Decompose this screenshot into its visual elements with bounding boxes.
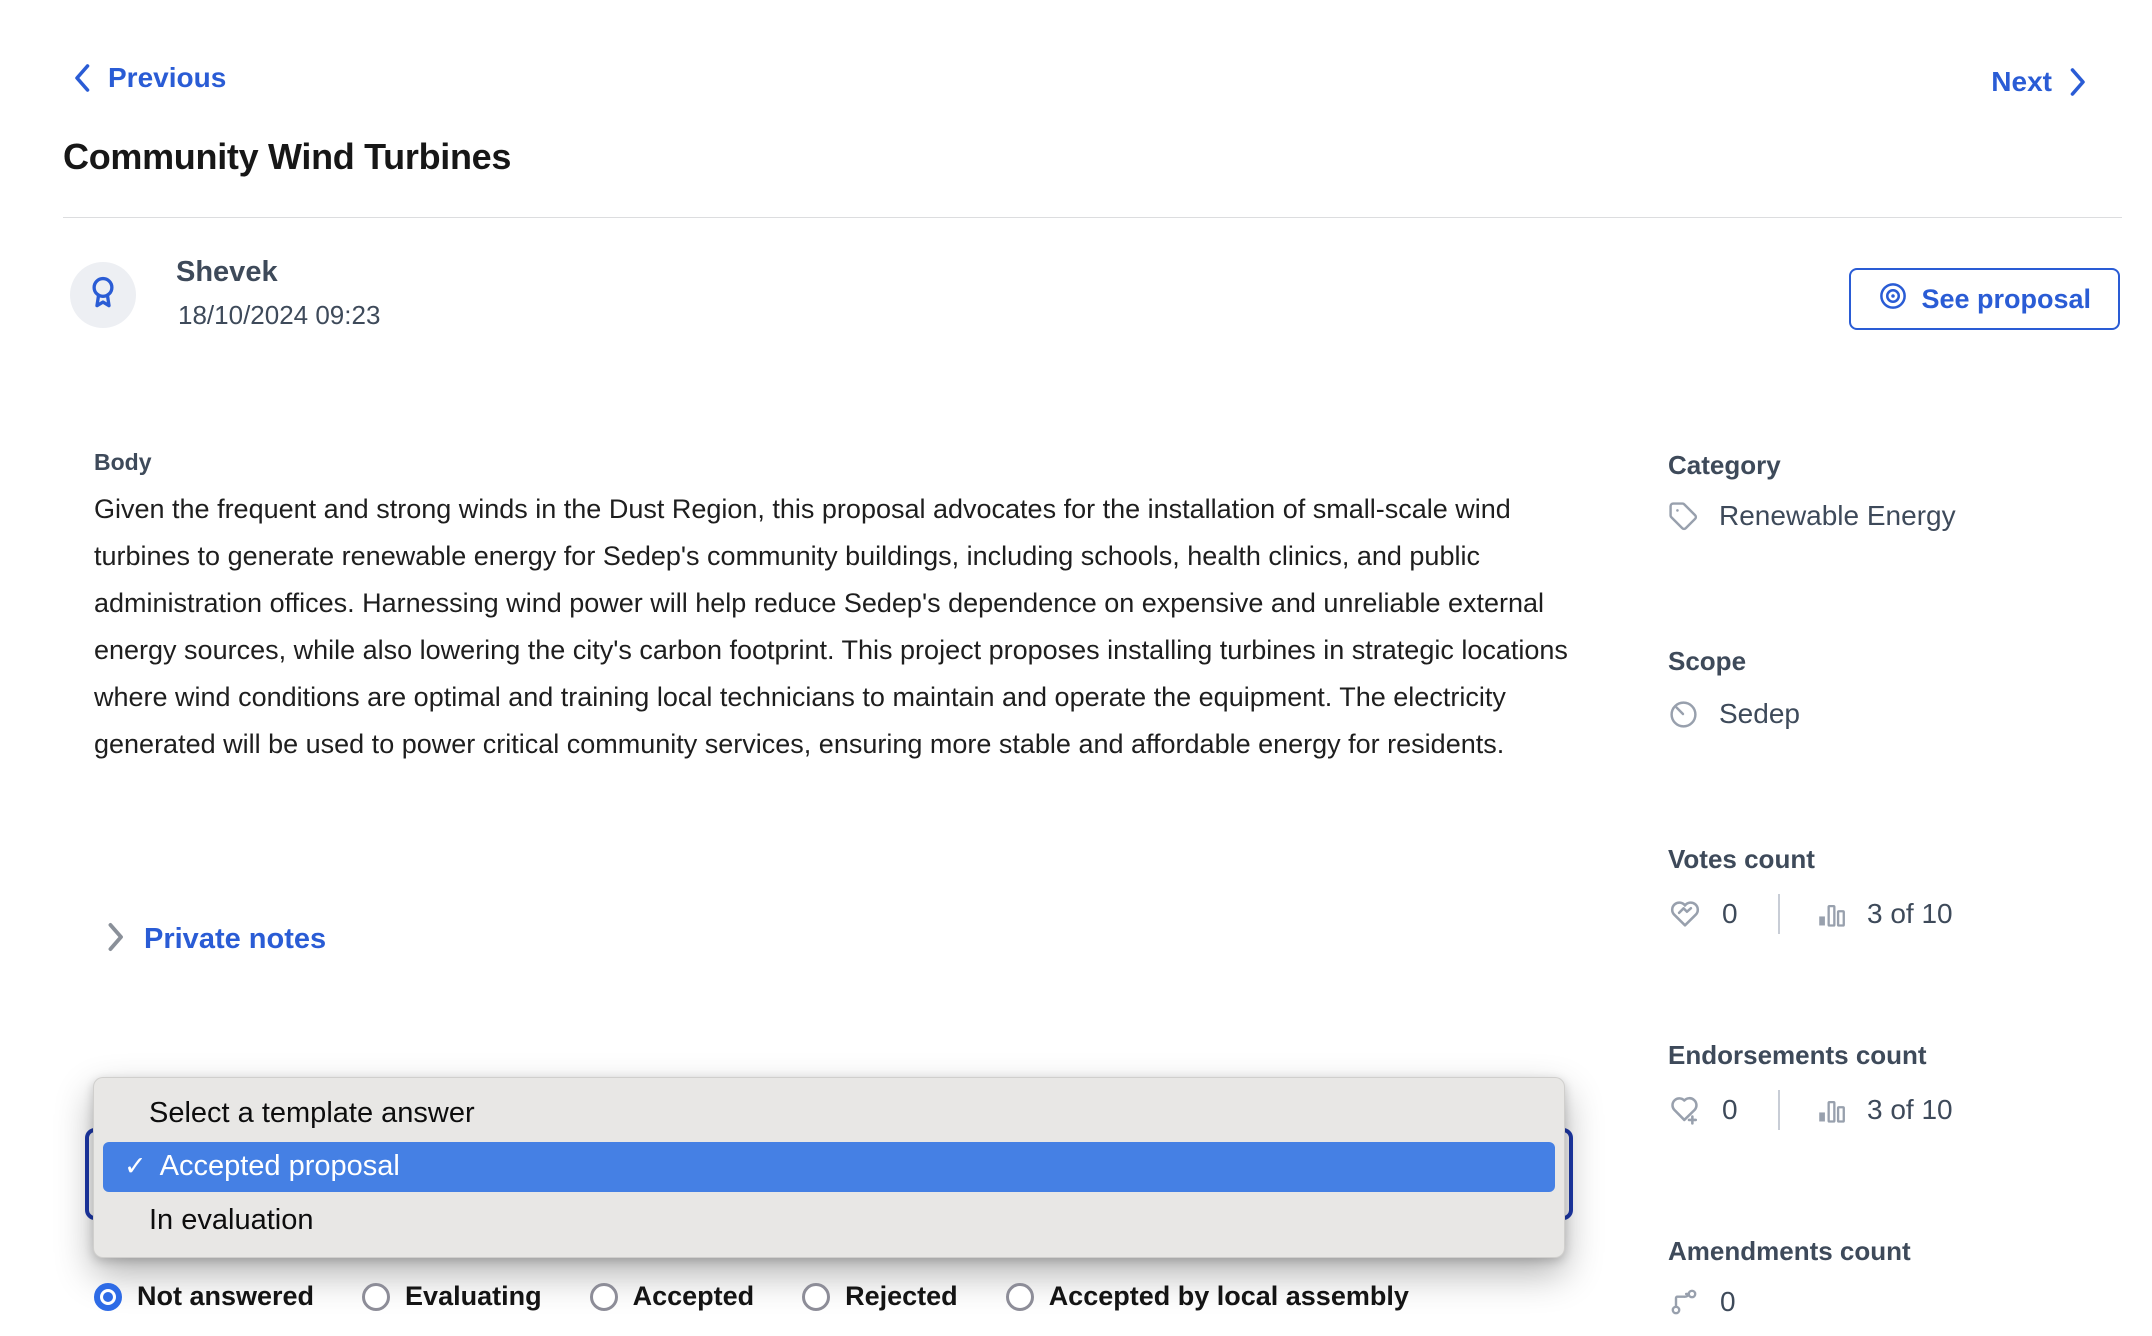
see-proposal-label: See proposal: [1921, 283, 2091, 314]
radio-unselected-icon[interactable]: [802, 1283, 830, 1311]
avatar: [70, 262, 136, 328]
template-answer-dropdown-popup: [93, 1077, 1565, 1258]
category-value: Renewable Energy: [1719, 500, 1956, 531]
radio-accepted[interactable]: Accepted: [590, 1281, 755, 1312]
endorsements-count-value: 0: [1722, 1094, 1738, 1125]
amendments-count-row: [1668, 1286, 1740, 1318]
radio-accepted-local-assembly[interactable]: Accepted by local assembly: [1006, 1281, 1409, 1312]
chevron-right-icon: [103, 922, 127, 957]
endorsements-count-heading: Endorsements count: [1668, 1040, 1927, 1070]
git-branch-icon: [1668, 1286, 1700, 1318]
votes-count-row: [1668, 894, 1953, 934]
author-timestamp: 18/10/2024 09:23: [178, 300, 381, 330]
radio-unselected-icon[interactable]: [1006, 1283, 1034, 1311]
body-label: Body: [94, 449, 152, 475]
scope-heading: Scope: [1668, 646, 1747, 676]
radio-unselected-icon[interactable]: [590, 1283, 618, 1311]
heart-add-icon: [1668, 1093, 1702, 1127]
previous-label: Previous: [108, 62, 227, 93]
endorsements-count-row: [1668, 1090, 1953, 1130]
bar-chart-icon: [1816, 899, 1847, 930]
amendments-count-value: 0: [1720, 1286, 1736, 1317]
award-icon: [84, 274, 122, 317]
eye-icon: [1878, 281, 1908, 318]
check-icon: ✓: [124, 1151, 147, 1181]
votes-count-heading: Votes count: [1668, 844, 1815, 874]
tag-icon: [1668, 501, 1699, 532]
category-heading: Category: [1668, 450, 1781, 480]
radio-unselected-icon[interactable]: [362, 1283, 390, 1311]
body-text: Given the frequent and strong winds in the Dust Region, this proposal advocates for the installation of small-scale wind turbines to generate renewable energy for Sedep's community buildings, including schools, health clinics, and public administration offices. Harnessing wind power will help reduce Sedep's dependence on expensive and unreliable external energy sources, while also lowering the city's carbon footprint. This project proposes installing turbines in strategic locations where wind conditions are optimal and training local technicians to maintain and operate the equipment. The electricity generated will be used to power critical community services, ensuring more stable and affordable energy for residents.: [94, 494, 1568, 759]
next-label: Next: [1991, 66, 2052, 97]
page-title: Community Wind Turbines: [63, 136, 512, 177]
scope-value: Sedep: [1719, 698, 1800, 729]
next-link[interactable]: [1991, 66, 2088, 98]
dropdown-option-placeholder[interactable]: Select a template answer: [149, 1097, 475, 1129]
radio-rejected[interactable]: Rejected: [802, 1281, 958, 1312]
scope-value-row: [1668, 698, 1800, 730]
votes-count-value: 0: [1722, 898, 1738, 929]
radio-evaluating[interactable]: Evaluating: [362, 1281, 542, 1312]
dropdown-option-in-evaluation[interactable]: In evaluation: [149, 1204, 314, 1236]
divider: [1778, 1090, 1780, 1130]
radio-selected-icon[interactable]: [94, 1283, 122, 1311]
scope-icon: [1668, 699, 1699, 730]
endorsements-progress: 3 of 10: [1867, 1094, 1953, 1125]
dropdown-option-accepted-proposal[interactable]: [103, 1142, 1555, 1192]
title-divider: [63, 217, 2122, 218]
category-value-row: [1668, 500, 1956, 532]
see-proposal-button[interactable]: [1849, 268, 2120, 330]
chevron-right-icon: [2066, 67, 2088, 97]
private-notes-label: Private notes: [144, 923, 327, 955]
chevron-left-icon: [72, 63, 94, 93]
previous-link[interactable]: [72, 62, 226, 94]
radio-not-answered[interactable]: Not answered: [94, 1281, 314, 1312]
bar-chart-icon: [1816, 1095, 1847, 1126]
votes-progress: 3 of 10: [1867, 898, 1953, 929]
amendments-count-heading: Amendments count: [1668, 1236, 1911, 1266]
answer-status-radio-group: [94, 1281, 1409, 1312]
heart-handshake-icon: [1668, 897, 1702, 931]
author-name: Shevek: [176, 256, 278, 288]
private-notes-toggle[interactable]: [103, 922, 326, 957]
dropdown-option-label: Accepted proposal: [159, 1150, 400, 1182]
divider: [1778, 894, 1780, 934]
